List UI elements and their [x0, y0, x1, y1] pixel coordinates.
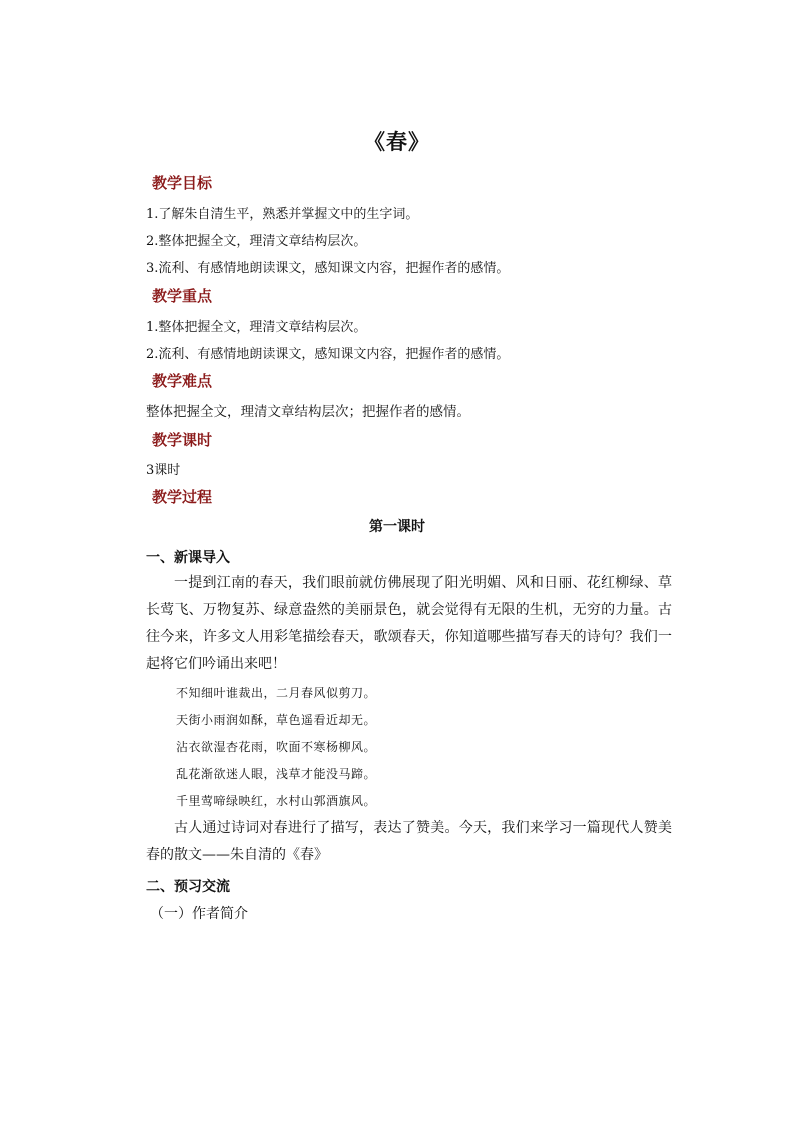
focus-item-2: 2.流利、有感情地朗读课文，感知课文内容，把握作者的感情。 — [146, 347, 510, 362]
poem-line-2: 天街小雨润如酥，草色遥看近却无。 — [176, 713, 377, 727]
poem-line-3: 沾衣欲湿杏花雨，吹面不寒杨柳风。 — [176, 740, 377, 754]
goal-item-3: 3.流利、有感情地朗读课文，感知课文内容，把握作者的感情。 — [146, 261, 510, 276]
document-title: 《春》 — [364, 129, 430, 154]
poem-line-1: 不知细叶谁裁出，二月春风似剪刀。 — [176, 686, 377, 700]
difficulty-text: 整体把握全文，理清文章结构层次；把握作者的感情。 — [146, 404, 470, 420]
section-heading-intro: 一、新课导入 — [146, 550, 230, 566]
goal-item-1: 1.了解朱自清生平，熟悉并掌握文中的生字词。 — [146, 207, 419, 222]
heading-teaching-process: 教学过程 — [152, 488, 213, 506]
subsection-author-intro: （一）作者简介 — [150, 906, 248, 922]
heading-teaching-hours: 教学课时 — [152, 431, 213, 449]
poem-line-5: 千里莺啼绿映红，水村山郭酒旗风。 — [176, 794, 377, 808]
focus-item-1: 1.整体把握全文，理清文章结构层次。 — [146, 320, 367, 335]
intro-paragraph: 一提到江南的春天，我们眼前就仿佛展现了阳光明媚、风和日丽、花红柳绿、草长莺飞、万物复苏、绿意盎然的美丽景色，就会觉得有无限的生机，无穷的力量。古往今来，许多文人用彩笔描绘春天，歌颂春天，你知道哪些描写春天的诗句？我们一起将它们吟诵出来吧！ — [146, 575, 672, 672]
heading-teaching-goals: 教学目标 — [152, 174, 213, 192]
poem-line-4: 乱花渐欲迷人眼，浅草才能没马蹄。 — [176, 767, 377, 781]
hours-text: 3课时 — [146, 463, 181, 478]
goal-item-2: 2.整体把握全文，理清文章结构层次。 — [146, 234, 367, 249]
outro-paragraph: 古人通过诗词对春进行了描写，表达了赞美。今天，我们来学习一篇现代人赞美春的散文——朱自清的《春》 — [146, 820, 672, 863]
section-heading-preview: 二、预习交流 — [146, 879, 230, 895]
heading-teaching-difficulty: 教学难点 — [152, 372, 213, 390]
heading-teaching-focus: 教学重点 — [152, 287, 213, 305]
lesson-title: 第一课时 — [369, 519, 425, 535]
